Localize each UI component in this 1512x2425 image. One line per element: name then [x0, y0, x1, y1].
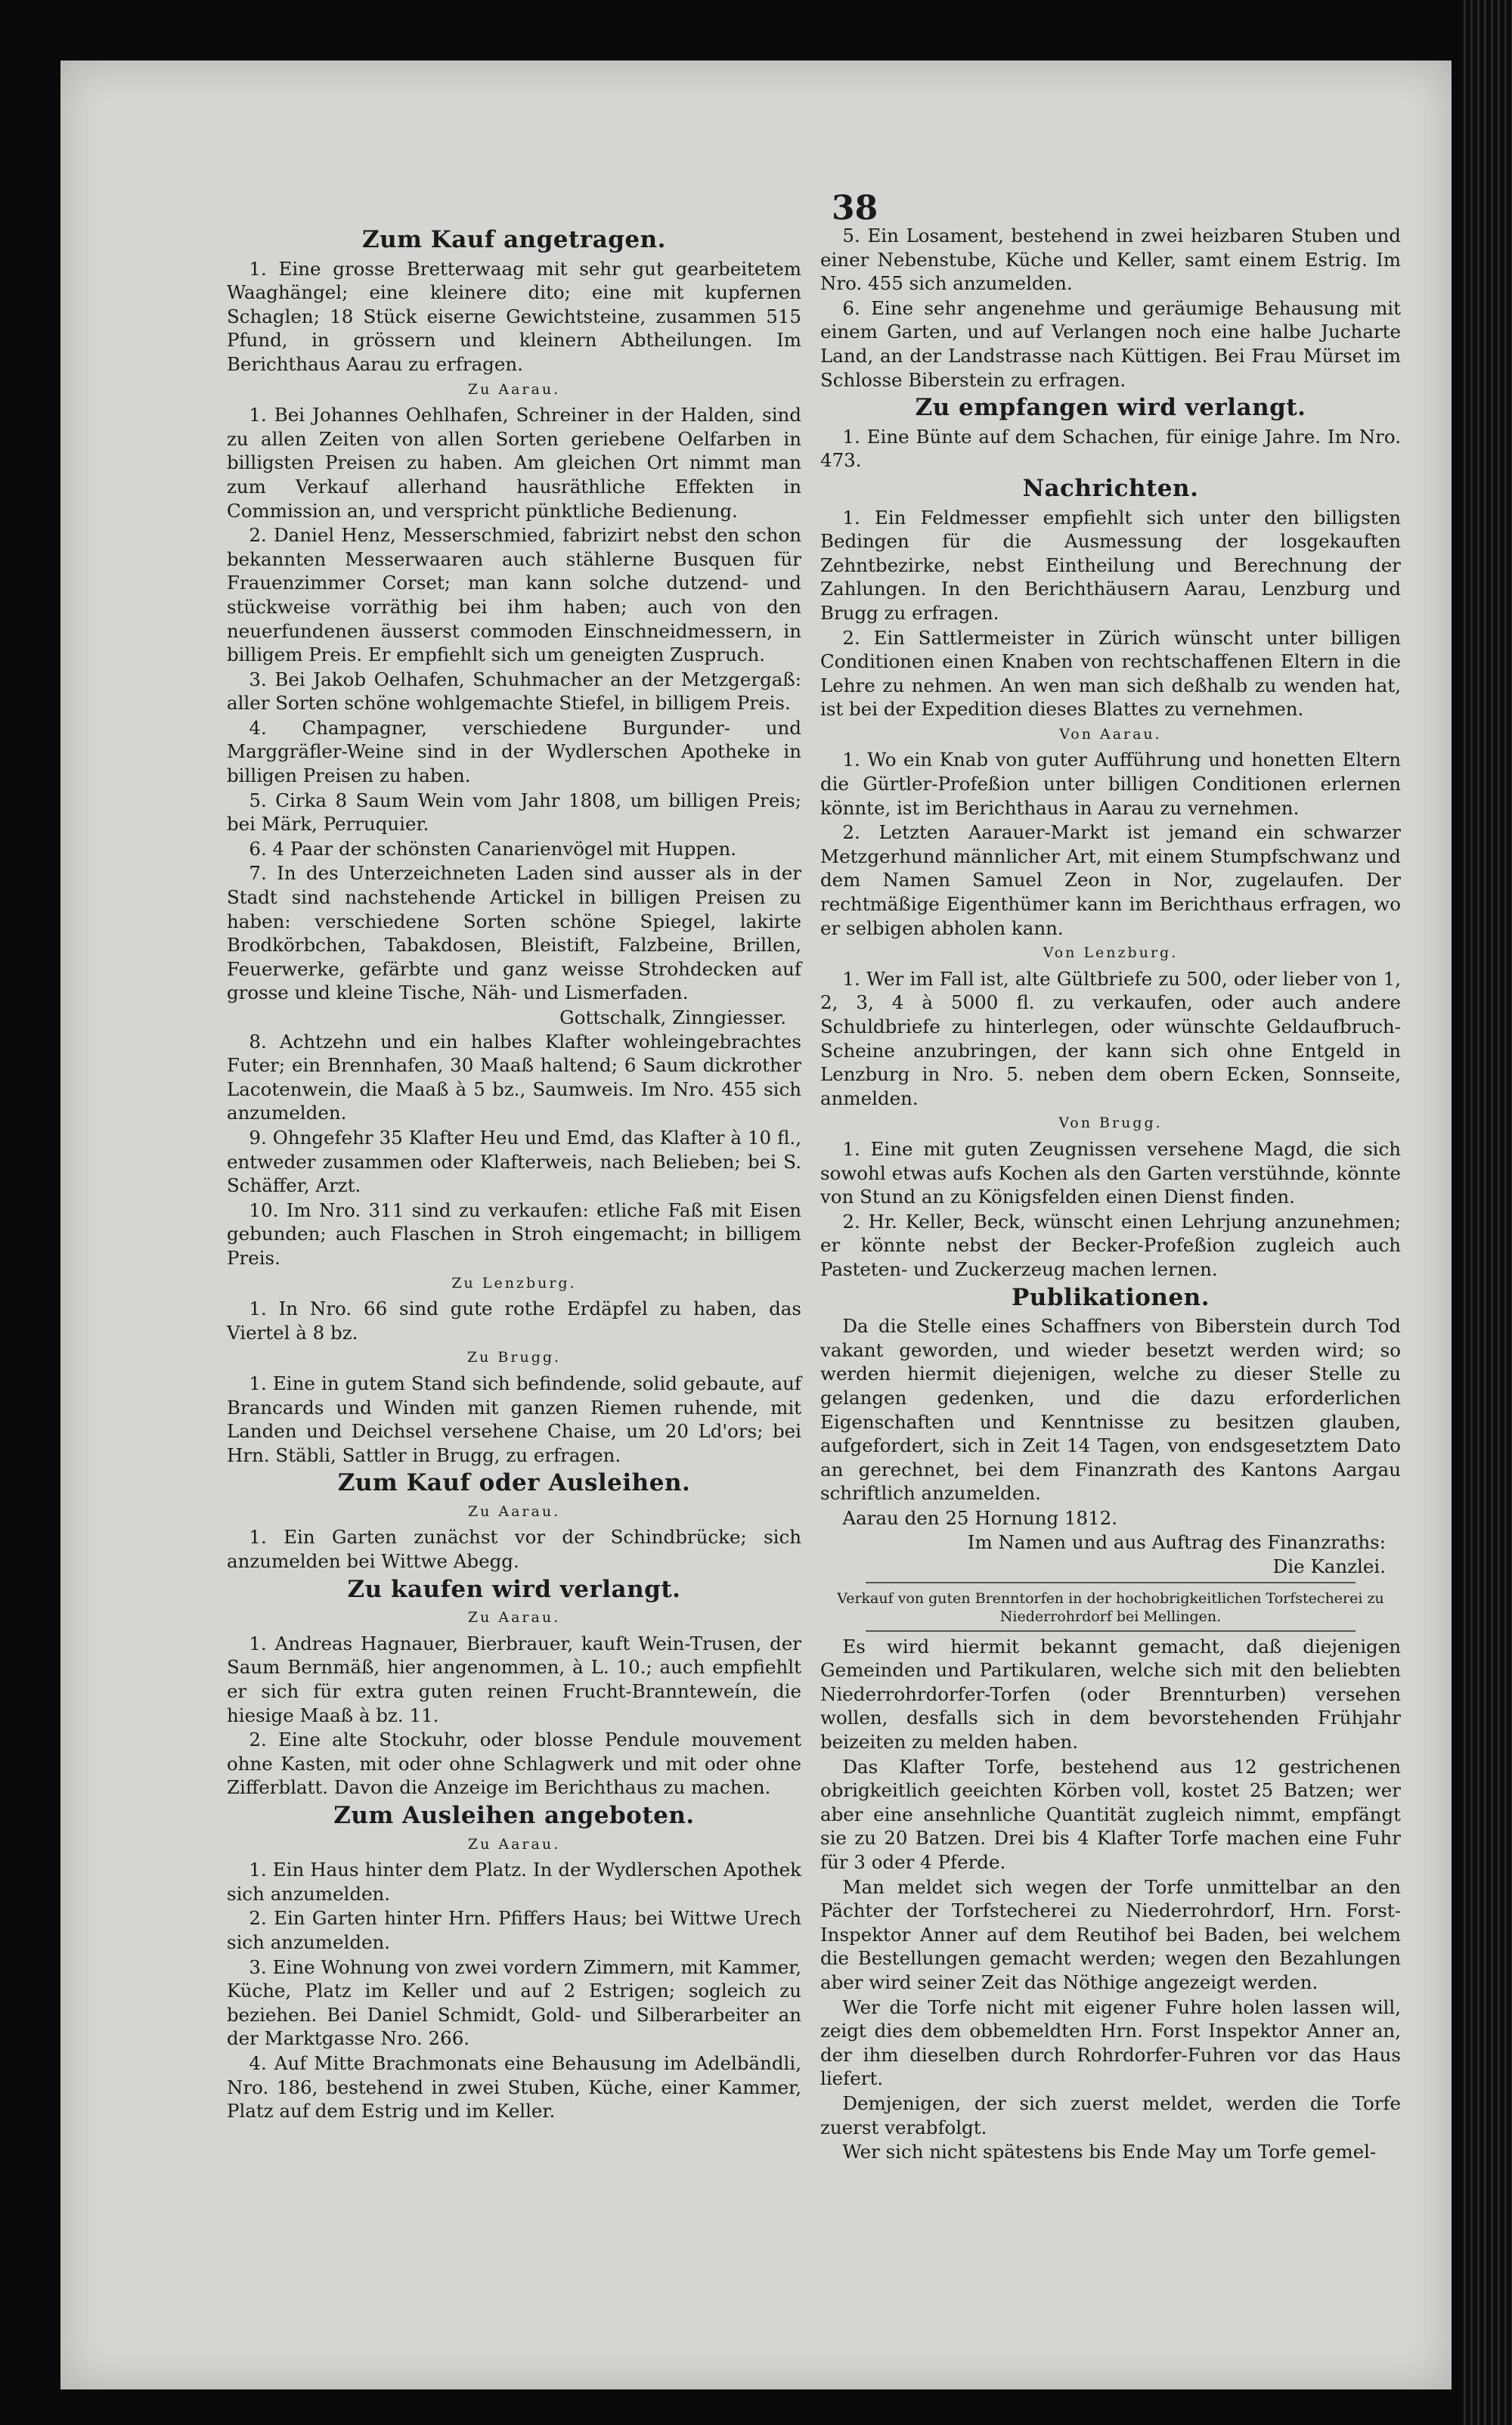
date-line: Aarau den 25 Hornung 1812. — [842, 1506, 1118, 1529]
left-column — [227, 224, 801, 2124]
signature: Im Namen und aus Auftrag des Finanzraths: — [967, 1531, 1386, 1554]
notice-paragraph: 2. Letzten Aarauer-Markt ist jemand ein schwarzer Metzgerhund männlicher Art, mit einem Stumpfschwanz und dem Namen Samuel Zeon in Nor, zugelaufen. Der rechtmäßige Eigenthümer kann im Berichthaus erfragen, wo er selbigen abholen kann. — [820, 821, 1401, 939]
section-heading: Zu kaufen wird verlangt. — [347, 1575, 681, 1603]
notice-paragraph: 1. Bei Johannes Oehlhafen, Schreiner in der Halden, sind zu allen Zeiten von allen Sorten geriebene Oelfarben in billigsten Preisen zu haben. Am gleichen Ort nimmt man zum Verkauf allerhand hausräthliche Effekten in Commission an, und verspricht pünktliche Bedienung. — [227, 404, 801, 522]
notice-paragraph: Demjenigen, der sich zuerst meldet, werden die Torfe zuerst verabfolgt. — [820, 2092, 1401, 2138]
section-heading: Nachrichten. — [1022, 474, 1199, 502]
signature: Gottschalk, Zinngiesser. — [559, 1006, 786, 1028]
right-column — [820, 224, 1401, 2165]
location-subheading: Zu Brugg. — [466, 1349, 562, 1366]
page-number: 38 — [832, 189, 878, 228]
notice-paragraph: 2. Ein Sattlermeister in Zürich wünscht unter billigen Conditionen einen Knaben von rechtschaffenen Eltern in die Lehre zu nehmen. An wen man sich deßhalb zu wenden hat, ist bei der Expedition dieses Blattes zu vernehmen. — [820, 626, 1401, 721]
location-subheading: Von Brugg. — [1058, 1115, 1163, 1132]
notice-paragraph: 1. Eine mit guten Zeugnissen versehene Magd, die sich sowohl etwas aufs Kochen als den Garten verstühnde, könnte von Stund an zu Königsfelden einen Dienst finden. — [820, 1137, 1401, 1208]
location-subheading: Zu Aarau. — [467, 1502, 561, 1520]
notice-paragraph: 1. Ein Garten zunächst vor der Schindbrücke; sich anzumelden bei Wittwe Abegg. — [227, 1526, 801, 1573]
divider-rule — [866, 1630, 1356, 1632]
notice-paragraph: 1. Wo ein Knab von guter Aufführung und honetten Eltern die Gürtler-Profeßion unter billigen Conditionen erlernen könnte, ist im Berichthaus in Aarau zu vernehmen. — [820, 749, 1401, 819]
notice-paragraph: 1. Eine grosse Bretterwaag mit sehr gut gearbeitetem Waaghängel; eine kleinere dito; eine mit kupfernen Schaglen; 18 Stück eiserne Gewichtsteine, zusammen 515 Pfund, in grössern und kleinern Abtheilungen. Im Berichthaus Aarau zu erfragen. — [227, 257, 801, 375]
location-subheading: Zu Aarau. — [467, 1609, 561, 1626]
notice-paragraph: 10. Im Nro. 311 sind zu verkaufen: etliche Faß mit Eisen gebunden; auch Flaschen in Stroh eingemacht; in billigem Preis. — [227, 1199, 801, 1269]
notice-paragraph: 6. Eine sehr angenehme und geräumige Behausung mit einem Garten, und auf Verlangen noch eine halbe Jucharte Land, an der Landstrasse nach Küttigen. Bei Frau Mürset im Schlosse Biberstein zu erfragen. — [820, 296, 1401, 391]
notice-paragraph: Es wird hiermit bekannt gemacht, daß diejenigen Gemeinden und Partikularen, welche sich mit den beliebten Niederrohrdorfer-Torfen (oder Brennturben) versehen wollen, desfalls sich in dem bevorstehenden Frühjahr beizeiten zu melden haben. — [820, 1635, 1401, 1754]
scan-edge-strip — [1459, 0, 1512, 2425]
notice-paragraph: 1. Andreas Hagnauer, Bierbrauer, kauft Wein-Trusen, der Saum Bernmäß, hier angenommen, à L. 10.; auch empfiehlt er sich für extra guten reinen Frucht-Brannteweín, die hiesige Maaß à bz. 11. — [227, 1632, 801, 1726]
location-subheading: Von Aarau. — [1059, 725, 1162, 743]
notice-paragraph: 4. Champagner, verschiedene Burgunder- und Marggräfler-Weine sind in der Wydlerschen Apotheke in billigen Preisen zu haben. — [227, 716, 801, 787]
signature: Die Kanzlei. — [1272, 1555, 1386, 1578]
divider-rule — [866, 1582, 1356, 1583]
notice-paragraph: 1. In Nro. 66 sind gute rothe Erdäpfel zu haben, das Viertel à 8 bz. — [227, 1298, 801, 1344]
notice-paragraph: Wer die Torfe nicht mit eigener Fuhre holen lassen will, zeigt dies dem obbemeldten Hrn. Forst Inspektor Anner an, der ihm dieselben durch Rohrdorfer-Fuhren vor das Haus liefert. — [820, 1996, 1401, 2090]
notice-paragraph: Man meldet sich wegen der Torfe unmittelbar an den Pächter der Torfstecherei zu Niederrohrdorf, Hrn. Forst-Inspektor Anner auf dem Reutihof bei Baden, bei welchem die Bestellungen gemacht werden; wegen den Bezahlungen aber wird seiner Zeit das Nöthige angezeigt werden. — [820, 1875, 1401, 1993]
location-subheading: Zu Lenzburg. — [451, 1274, 577, 1292]
notice-paragraph: 8. Achtzehn und ein halbes Klafter wohleingebrachtes Futer; ein Brennhafen, 30 Maaß haltend; 6 Saum dickrother Lacotenwein, die Maaß à 5 bz., Saumweis. Im Nro. 455 sich anzumelden. — [227, 1030, 801, 1124]
location-subheading: Zu Aarau. — [467, 1835, 561, 1853]
notice-paragraph: 1. Ein Feldmesser empfiehlt sich unter den billigsten Bedingen für die Ausmessung der losgekauften Zehntbezirke, nebst Eintheilung und Berechnung der Zahlungen. In den Berichthäusern Aarau, Lenzburg und Brugg zu erfragen. — [820, 506, 1401, 624]
notice-paragraph: Wer sich nicht spätestens bis Ende May um Torfe gemel- — [842, 2141, 1377, 2163]
notice-paragraph: Das Klafter Torfe, bestehend aus 12 gestrichenen obrigkeitlich geeichten Körben voll, kostet 25 Batzen; wer aber eine ansehnliche Quantität zugleich nimmt, empfängt sie zu 20 Batzen. Drei bis 4 Klafter Torfe machen eine Fuhr für 3 oder 4 Pferde. — [820, 1755, 1401, 1873]
notice-paragraph: 2. Hr. Keller, Beck, wünscht einen Lehrjung anzunehmen; er könnte nebst der Becker-Profeßion zugleich auch Pasteten- und Zuckerzeug machen lernen. — [820, 1210, 1401, 1280]
section-heading: Zu empfangen wird verlangt. — [915, 394, 1306, 422]
section-heading: Zum Ausleihen angeboten. — [333, 1802, 695, 1829]
notice-paragraph: 3. Bei Jakob Oelhafen, Schuhmacher an der Metzgergaß: aller Sorten schöne wohlgemachte Stiefel, in billigem Preis. — [227, 668, 801, 715]
notice-paragraph: 2. Ein Garten hinter Hrn. Pfiffers Haus; bei Wittwe Urech sich anzumelden. — [227, 1907, 801, 1953]
notice-paragraph: 6. 4 Paar der schönsten Canarienvögel mit Huppen. — [249, 837, 737, 860]
section-heading: Publikationen. — [1011, 1283, 1210, 1311]
notice-paragraph: 5. Cirka 8 Saum Wein vom Jahr 1808, um billigen Preis; bei Märk, Perruquier. — [227, 789, 801, 836]
notice-paragraph: 2. Daniel Henz, Messerschmied, fabrizirt nebst den schon bekannten Messerwaaren auch stählerne Busquen für Frauenzimmer Corset; man kann solche dutzend- und stückweise vorräthig bei ihm haben; auch von den neuerfundenen äusserst commoden Einschneidmessern, in billigem Preis. Er empfiehlt sich um geneigten Zuspruch. — [227, 524, 801, 666]
section-heading: Zum Kauf oder Ausleihen. — [337, 1469, 691, 1497]
notice-title: Verkauf von guten Brenntorfen in der hochobrigkeitlichen Torfstecherei zu Niederrohrdorf bei Mellingen. — [837, 1589, 1384, 1625]
notice-paragraph: 1. Ein Haus hinter dem Platz. In der Wydlerschen Apothek sich anzumelden. — [227, 1859, 801, 1905]
notice-paragraph: 5. Ein Losament, bestehend in zwei heizbaren Stuben und einer Nebenstube, Küche und Keller, samt einem Estrig. Im Nro. 455 sich anzumelden. — [820, 225, 1401, 295]
notice-paragraph: 9. Ohngefehr 35 Klafter Heu und Emd, das Klafter à 10 fl., entweder zusammen oder Klafterweis, nach Belieben; bei S. Schäffer, Arzt. — [227, 1126, 801, 1197]
notice-paragraph: 1. Eine in gutem Stand sich befindende, solid gebaute, auf Brancards und Winden mit ganzen Riemen ruhende, mit Landen und Deichsel versehene Chaise, um 20 Ld'ors; bei Hrn. Stäbli, Sattler in Brugg, zu erfragen. — [227, 1372, 801, 1466]
location-subheading: Von Lenzburg. — [1043, 944, 1179, 962]
notice-paragraph: 3. Eine Wohnung von zwei vordern Zimmern, mit Kammer, Küche, Platz im Keller und auf 2 Estrigen; sogleich zu beziehen. Bei Daniel Schmidt, Gold- und Silberarbeiter an der Marktgasse Nro. 266. — [227, 1955, 801, 2050]
notice-paragraph: 2. Eine alte Stockuhr, oder blosse Pendule mouvement ohne Kasten, mit oder ohne Schlagwerk und mit oder ohne Zifferblatt. Davon die Anzeige im Berichthaus zu machen. — [227, 1729, 801, 1799]
notice-paragraph: Da die Stelle eines Schaffners von Biberstein durch Tod vakant geworden, und wieder besetzt werden wird; so werden hiermit diejenigen, welche zu dieser Stelle zu gelangen gedenken, und die dazu erforderlichen Eigenschaften und Kenntnisse zu besitzen glauben, aufgefordert, sich in Zeit 14 Tagen, von endsgesetztem Dato an gerechnet, bei dem Finanzrath des Kantons Aargau schriftlich anzumelden. — [820, 1315, 1401, 1505]
notice-paragraph: 7. In des Unterzeichneten Laden sind ausser als in der Stadt sind nachstehende Artickel in billigen Preisen zu haben: verschiedene Sorten schöne Spiegel, lakirte Brodkörbchen, Tabakdosen, Bleistift, Falzbeine, Brillen, Feuerwerke, gefärbte und ganz weisse Strohdecken auf grosse und kleine Tische, Näh- und Lismerfaden. — [227, 862, 801, 1004]
notice-paragraph: 1. Eine Bünte auf dem Schachen, für einige Jahre. Im Nro. 473. — [820, 425, 1401, 472]
location-subheading: Zu Aarau. — [467, 380, 561, 398]
section-heading: Zum Kauf angetragen. — [362, 226, 666, 253]
notice-paragraph: 4. Auf Mitte Brachmonats eine Behausung im Adelbändli, Nro. 186, bestehend in zwei Stuben, Küche, einer Kammer, Platz auf dem Estrig und im Keller. — [227, 2051, 801, 2123]
notice-paragraph: 1. Wer im Fall ist, alte Gültbriefe zu 500, oder lieber von 1, 2, 3, 4 à 5000 fl. zu verkaufen, oder auch andere Schuldbriefe zu hinterlegen, oder wünschte Geldaufbruch-Scheine anzubringen, der kann sich ohne Entgeld in Lenzburg in Nro. 5. neben dem obern Ecken, Sonnseite, anmelden. — [820, 967, 1401, 1109]
